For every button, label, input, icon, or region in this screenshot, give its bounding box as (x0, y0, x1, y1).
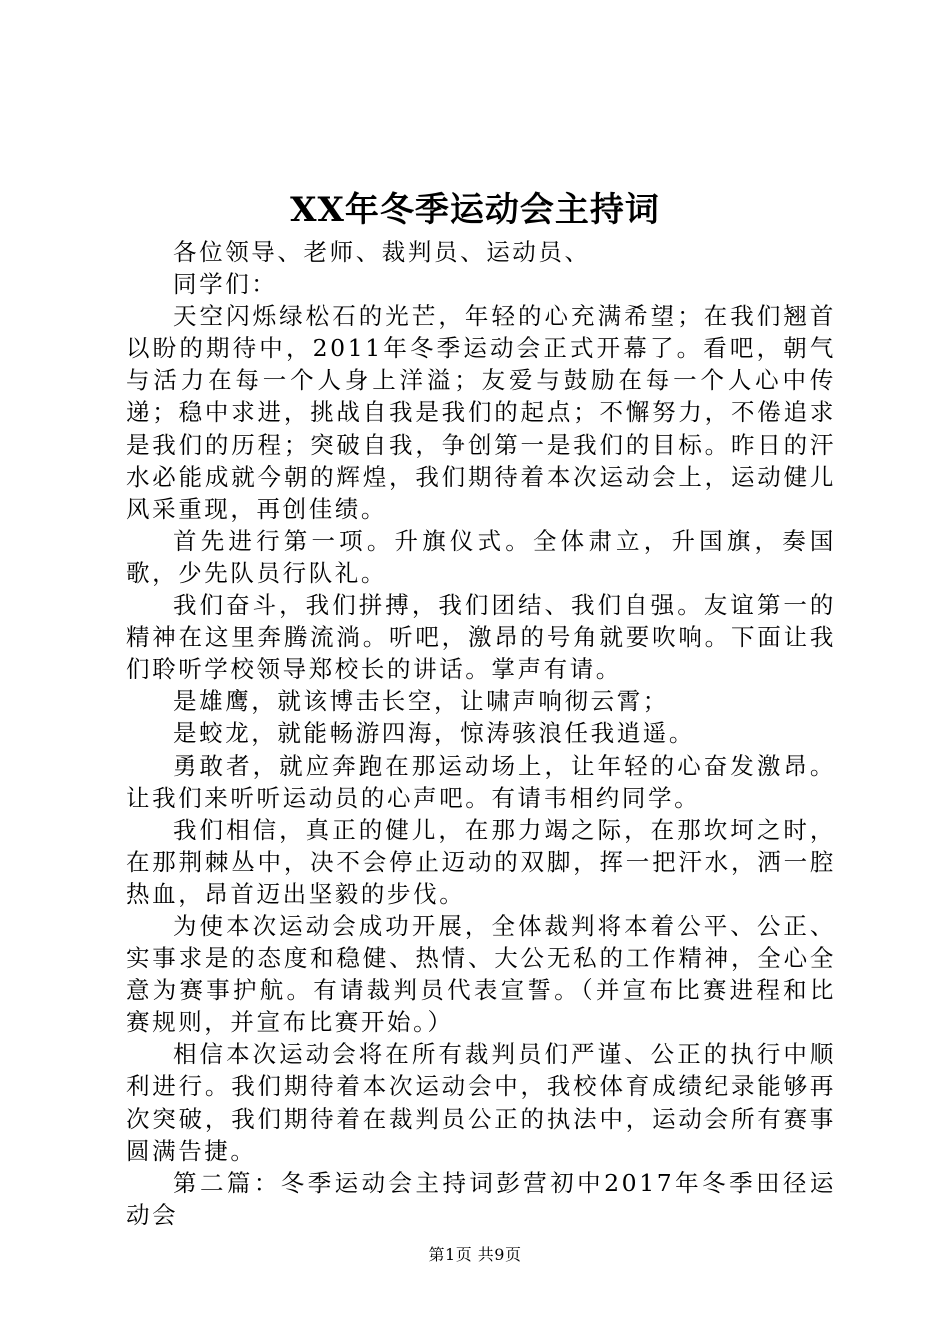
paragraph-closing-wishes: 相信本次运动会将在所有裁判员们严谨、公正的执行中顺利进行。我们期待着本次运动会中，我校体育成绩纪录能够再次突破，我们期待着在裁判员公正的执法中，运动会所有赛事圆满告捷。 (126, 1040, 836, 1165)
paragraph-greeting: 各位领导、老师、裁判员、运动员、 (173, 238, 591, 266)
page-footer: 第1页 共9页 (428, 1245, 522, 1264)
paragraph-flag-ceremony: 首先进行第一项。升旗仪式。全体肃立，升国旗，奏国歌，少先队员行队礼。 (126, 526, 836, 587)
paragraph-opening: 天空闪烁绿松石的光芒，年轻的心充满希望；在我们翘首以盼的期待中，2011年冬季运动会正式开幕了。看吧，朝气与活力在每一个人身上洋溢；友爱与鼓励在每一个人心中传递；稳中求进，挑战自我是我们的起点；不懈努力，不倦追求是我们的历程；突破自我，争创第一是我们的目标。昨日的汗水必能成就今朝的辉煌，我们期待着本次运动会上，运动健儿风采重现，再创佳绩。 (126, 302, 836, 523)
paragraph-second-article: 第二篇：冬季运动会主持词彭营初中2017年冬季田径运动会 (126, 1168, 836, 1229)
paragraph-dragon: 是蛟龙，就能畅游四海，惊涛骇浪任我逍遥。 (173, 719, 695, 748)
document-title: XX年冬季运动会主持词 (290, 190, 660, 230)
paragraph-belief: 我们相信，真正的健儿，在那力竭之际，在那坎坷之时，在那荆棘丛中，决不会停止迈动的双脚，挥一把汗水，洒一腔热血，昂首迈出坚毅的步伐。 (126, 815, 836, 908)
document-body (126, 236, 836, 1231)
paragraph-greeting-continued: 同学们： (173, 270, 278, 299)
paragraph-athlete-oath: 勇敢者，就应奔跑在那运动场上，让年轻的心奋发激昂。让我们来听听运动员的心声吧。有请韦相约同学。 (126, 751, 836, 812)
paragraph-eagle: 是雄鹰，就该博击长空，让啸声响彻云霄； (173, 687, 669, 716)
paragraph-referee-oath: 为使本次运动会成功开展，全体裁判将本着公平、公正、实事求是的态度和稳健、热情、大公无私的工作精神，全心全意为赛事护航。有请裁判员代表宣誓。（并宣布比赛进程和比赛规则，并宣布比赛开始。） (126, 911, 836, 1037)
paragraph-principal-speech: 我们奋斗，我们拼搏，我们团结、我们自强。友谊第一的精神在这里奔腾流淌。听吧，激昂的号角就要吹响。下面让我们聆听学校领导郑校长的讲话。掌声有请。 (126, 591, 836, 684)
